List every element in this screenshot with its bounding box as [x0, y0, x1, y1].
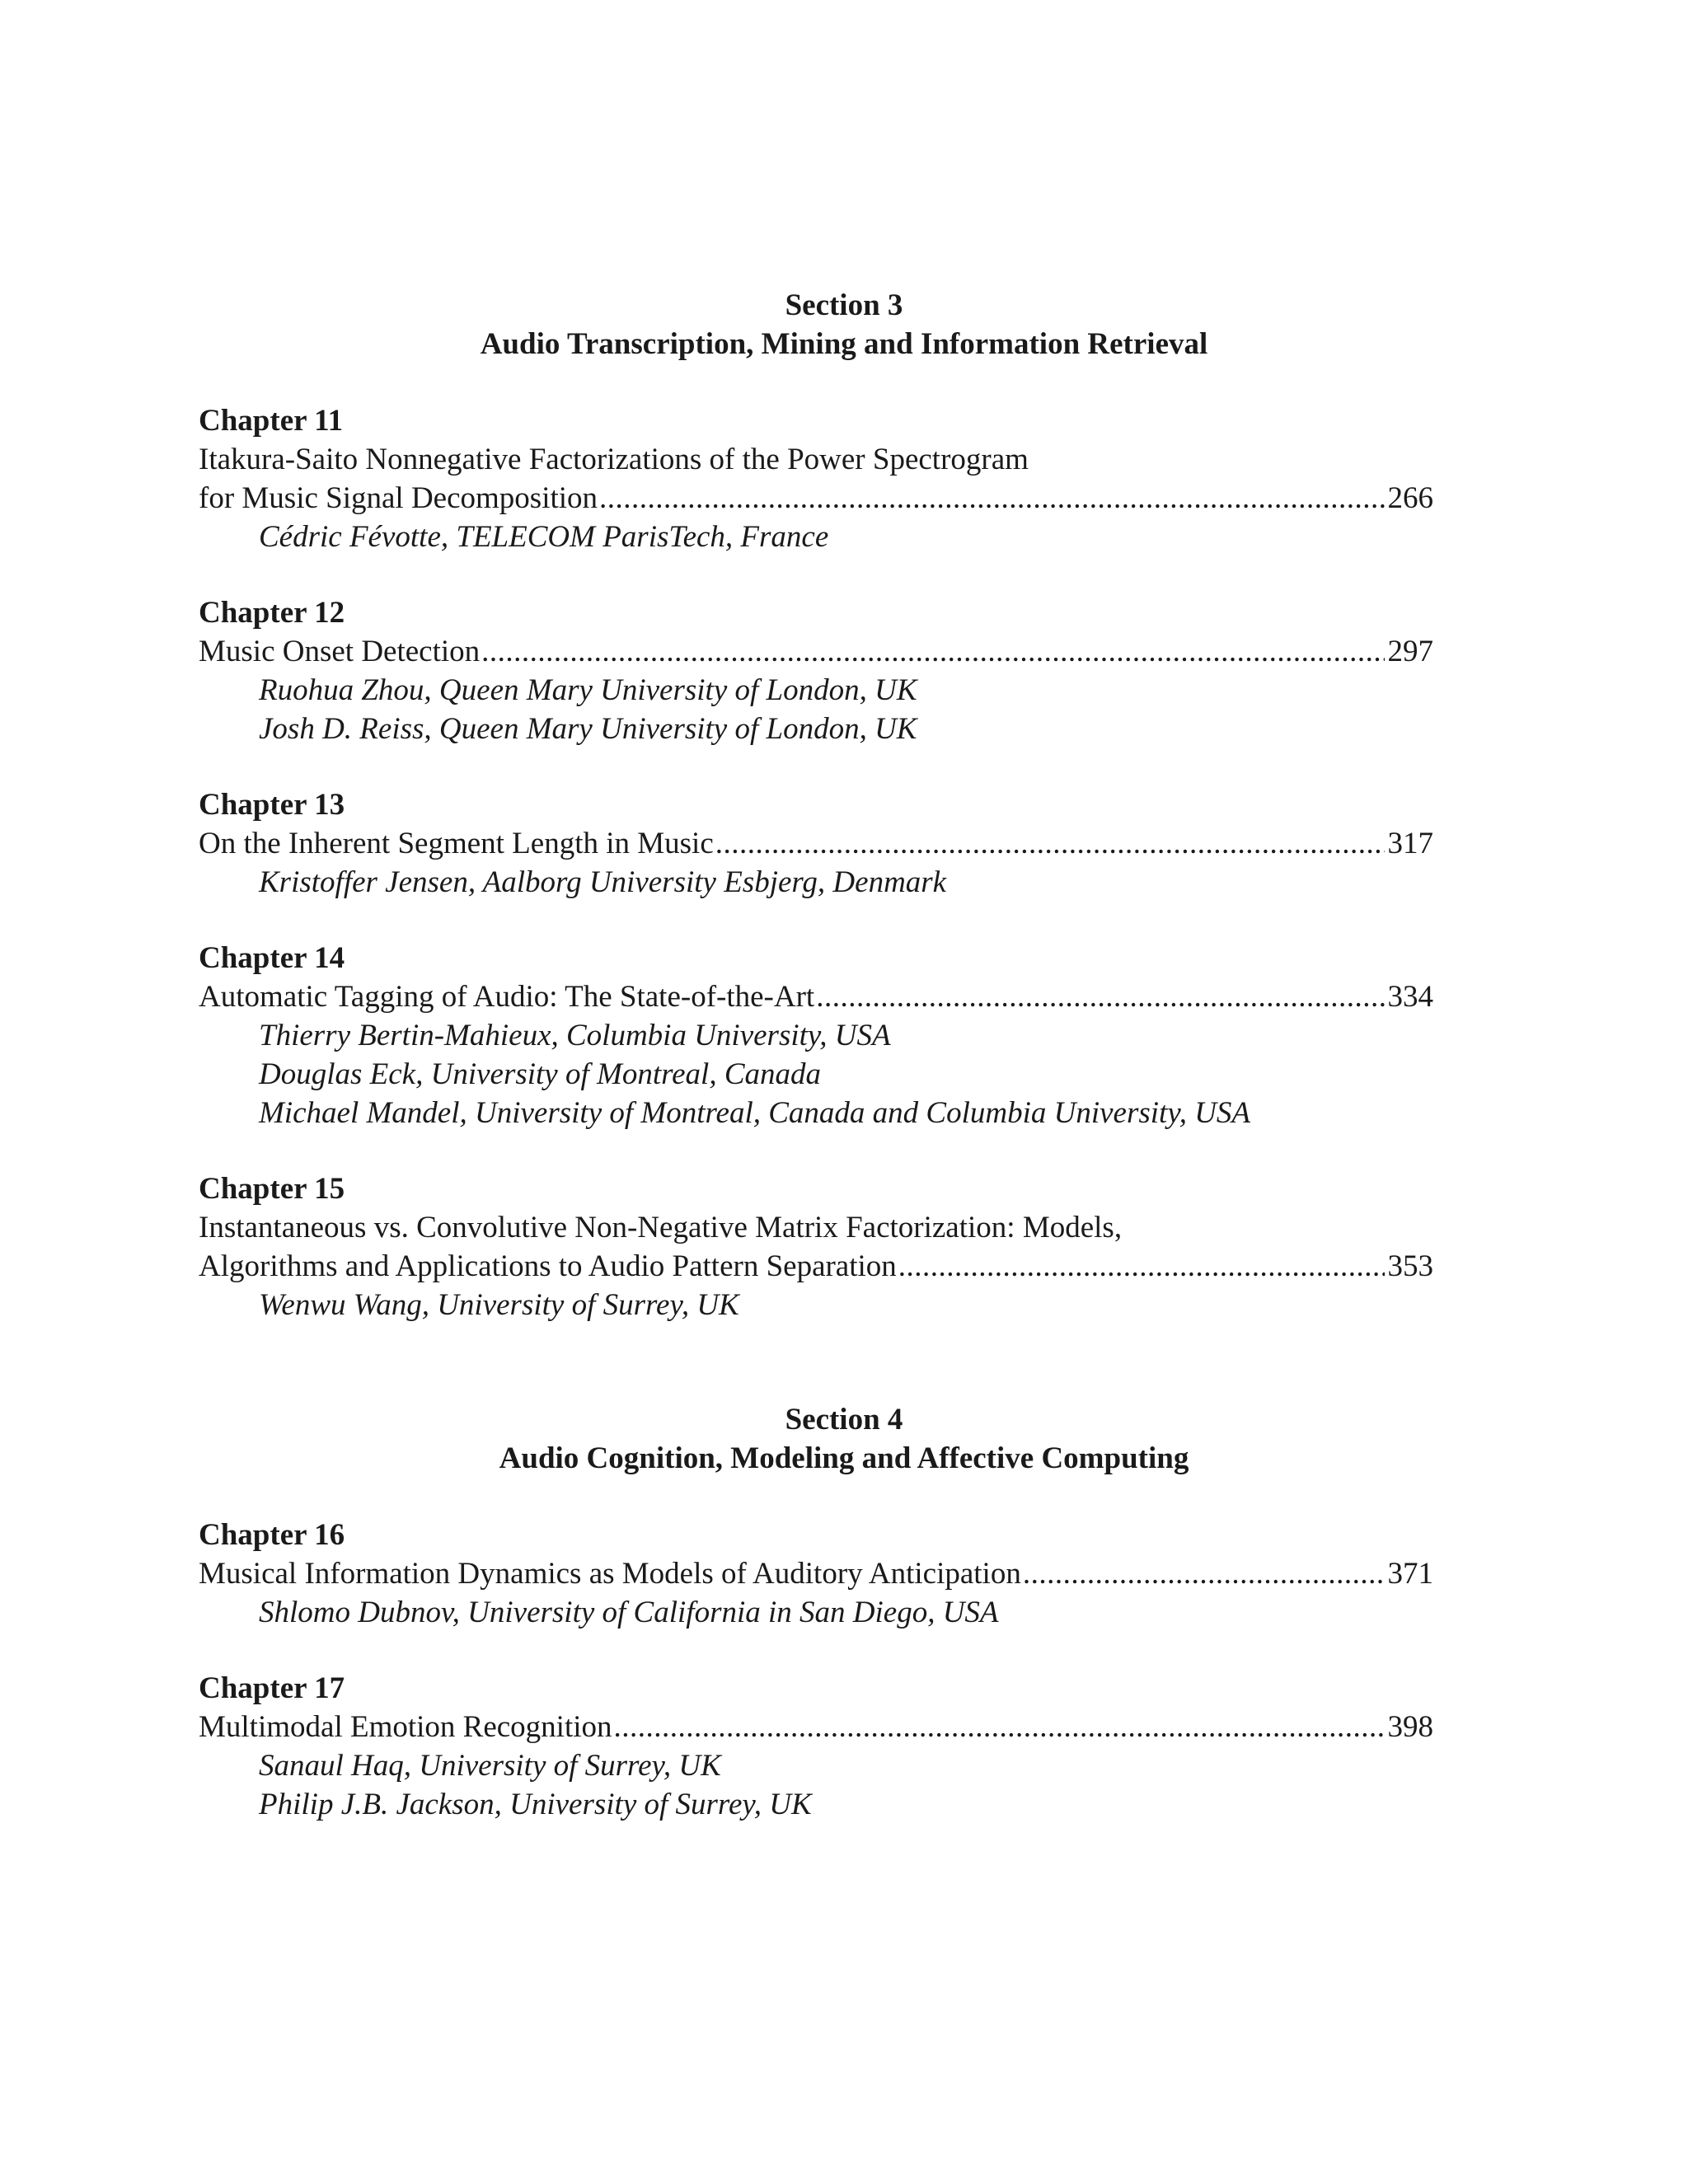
chapter-title-leader — [199, 977, 1433, 1016]
page-number: 353 — [1387, 1249, 1433, 1283]
chapter-entry — [199, 1516, 1433, 1632]
chapter-title-last-line: On the Inherent Segment Length in Music — [199, 827, 714, 860]
chapter-author: Shlomo Dubnov, University of California in San Diego, USA — [259, 1596, 999, 1629]
page-number: 398 — [1387, 1710, 1433, 1744]
dot-leader — [898, 1247, 1385, 1286]
section-label: Section 3 — [785, 288, 903, 322]
chapter-author: Ruohua Zhou, Queen Mary University of London, UK — [259, 673, 917, 707]
section-heading — [0, 286, 1688, 363]
dot-leader — [614, 1708, 1385, 1746]
chapter-label: Chapter 16 — [199, 1518, 345, 1552]
dot-leader — [481, 632, 1384, 671]
chapter-entry — [199, 401, 1433, 556]
chapter-title-line: Instantaneous vs. Convolutive Non-Negative Matrix Factorization: Models, — [199, 1211, 1123, 1244]
chapter-title-leader — [199, 632, 1433, 671]
page-number: 266 — [1387, 481, 1433, 515]
chapter-author: Sanaul Haq, University of Surrey, UK — [259, 1749, 721, 1783]
chapter-entry — [199, 1669, 1433, 1824]
chapter-title-last-line: Automatic Tagging of Audio: The State-of-the-Art — [199, 980, 815, 1014]
chapter-title-leader — [199, 1247, 1433, 1286]
chapter-title-last-line: Multimodal Emotion Recognition — [199, 1710, 612, 1744]
chapter-label: Chapter 14 — [199, 941, 345, 975]
chapter-author: Cédric Févotte, TELECOM ParisTech, France — [259, 520, 829, 554]
chapter-title-last-line: Musical Information Dynamics as Models of Auditory Anticipation — [199, 1557, 1021, 1591]
chapter-title-last-line: Music Onset Detection — [199, 635, 481, 668]
section-label: Section 4 — [785, 1403, 903, 1436]
chapter-title-leader — [199, 1708, 1433, 1746]
page-number: 297 — [1387, 635, 1433, 668]
chapter-entry — [199, 785, 1433, 902]
chapter-author: Josh D. Reiss, Queen Mary University of London, UK — [259, 712, 917, 746]
chapter-title-leader — [199, 479, 1433, 518]
chapter-author: Philip J.B. Jackson, University of Surrey, UK — [259, 1788, 812, 1821]
chapter-author: Kristoffer Jensen, Aalborg University Esbjerg, Denmark — [259, 865, 947, 899]
chapter-label: Chapter 17 — [199, 1671, 345, 1705]
chapter-author: Wenwu Wang, University of Surrey, UK — [259, 1288, 739, 1322]
chapter-title-last-line: for Music Signal Decomposition — [199, 481, 598, 515]
page-number: 371 — [1387, 1557, 1433, 1591]
chapter-title-leader — [199, 1554, 1433, 1593]
chapter-author: Michael Mandel, University of Montreal, Canada and Columbia University, USA — [259, 1096, 1251, 1130]
chapter-entry — [199, 939, 1433, 1132]
chapter-title-line: Itakura-Saito Nonnegative Factorizations of the Power Spectrogram — [199, 443, 1029, 476]
chapter-author: Douglas Eck, University of Montreal, Canada — [259, 1057, 822, 1091]
dot-leader — [599, 479, 1384, 518]
dot-leader — [816, 977, 1384, 1016]
chapter-label: Chapter 15 — [199, 1172, 345, 1206]
chapter-label: Chapter 11 — [199, 404, 344, 438]
chapter-label: Chapter 12 — [199, 596, 345, 630]
chapter-title-leader — [199, 824, 1433, 863]
chapter-label: Chapter 13 — [199, 788, 345, 822]
dot-leader — [1023, 1554, 1385, 1593]
section-title: Audio Transcription, Mining and Information Retrieval — [480, 327, 1208, 361]
chapter-entry — [199, 1169, 1433, 1324]
chapter-author: Thierry Bertin-Mahieux, Columbia University, USA — [259, 1019, 891, 1052]
page-number: 334 — [1387, 980, 1433, 1014]
chapter-entry — [199, 593, 1433, 748]
dot-leader — [715, 824, 1385, 863]
page-number: 317 — [1387, 827, 1433, 860]
section-title: Audio Cognition, Modeling and Affective Computing — [499, 1441, 1189, 1475]
chapter-title-last-line: Algorithms and Applications to Audio Pattern Separation — [199, 1249, 897, 1283]
section-heading — [0, 1400, 1688, 1478]
